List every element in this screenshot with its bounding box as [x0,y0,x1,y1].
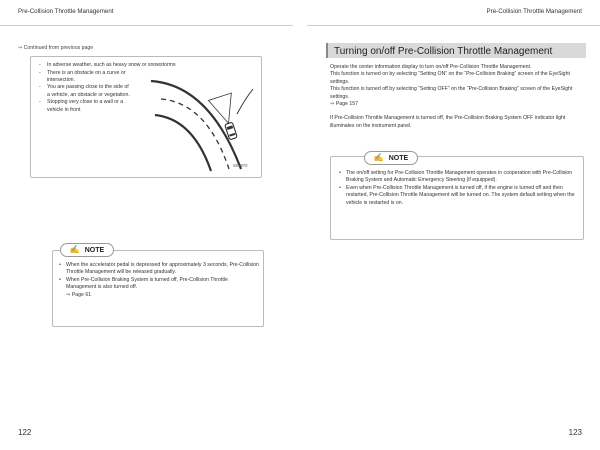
note-hand-icon: ✍ [69,245,80,254]
continued-text: Continued from previous page [23,45,94,51]
left-note-list [59,262,259,299]
body-paragraph: This function is turned off by selecting “Setting OFF” on the “Pre-Collision Braking” screen of the EyeSight settings. [330,86,573,100]
conditions-figure-box [30,56,262,178]
curve-road-illustration [149,59,259,175]
note-item: • When Pre-Collision Braking System is turned off, Pre-Collision Throttle Management is also turned off. [59,277,259,292]
condition-item: - You are passing close to the side of a vehicle, an obstacle or vegetation. [39,84,131,99]
body-paragraph: This function is turned on by selecting “Setting ON” on the “Pre-Collision Braking” screen of the EyeSight settings. [330,71,570,85]
left-page-number: 122 [18,428,32,437]
continued-line [18,45,93,51]
right-note-label [364,151,418,165]
note-page-ref [59,292,259,299]
note-item: • The on/off setting for Pre-Collision Throttle Management operates in cooperation with Pre-Collision Braking System and Automatic Emergency Steering (if equipped). [339,170,577,185]
right-page-number: 123 [568,428,582,437]
condition-item: - There is an obstacle on a curve or intersection. [39,70,131,85]
note-hand-icon: ✍ [373,153,384,162]
left-header-rule [0,25,293,26]
right-header-title: Pre-Collision Throttle Management [486,8,582,15]
body-paragraph: Operate the center information display to turn on/off Pre-Collision Throttle Management. [330,64,532,70]
right-header-rule [307,25,600,26]
right-page-ref [330,101,582,108]
condition-item: - In adverse weather, such as heavy snow or snowstorms [39,62,254,69]
right-note-label-text: NOTE [388,154,409,162]
left-note-label [60,243,114,257]
note-ref-text: Page 61 [71,291,92,298]
left-note-label-text: NOTE [84,246,105,254]
conditions-list-narrow [39,70,131,114]
note-item: • Even when Pre-Collision Throttle Management is turned off, if the engine is turned off and then restarted, Pre-Collision Throttle Management will be turned on. The system default setting when the vehicle is restarted is on. [339,185,577,207]
right-note-list [339,170,577,207]
indicator-paragraph: If Pre-Collision Throttle Management is turned off, the Pre-Collision Braking System OFF indicator light illuminates on the instrument panel. [330,115,566,129]
arrow-right-icon: ⇒ [66,291,71,298]
wall-line [237,89,253,114]
note-item: • When the accelerator pedal is depressed for approximately 3 seconds, Pre-Collision Throttle Management will be released gradually. [59,262,259,277]
right-page-ref-text: Page 157 [335,101,359,108]
left-note-box [52,250,264,327]
left-header-title: Pre-Collision Throttle Management [18,8,114,15]
road-edge-inner [155,115,211,171]
figure-id: S01970 [233,163,248,168]
condition-item: - Stopping very close to a wall or a vehicle in front [39,99,131,114]
arrow-right-icon: ⇒ [18,45,23,51]
section-title-bar [326,43,586,58]
arrow-right-icon: ⇒ [330,101,335,108]
section-title: Turning on/off Pre-Collision Throttle Management [334,46,553,57]
right-body-text [330,64,582,130]
right-note-box [330,156,584,240]
